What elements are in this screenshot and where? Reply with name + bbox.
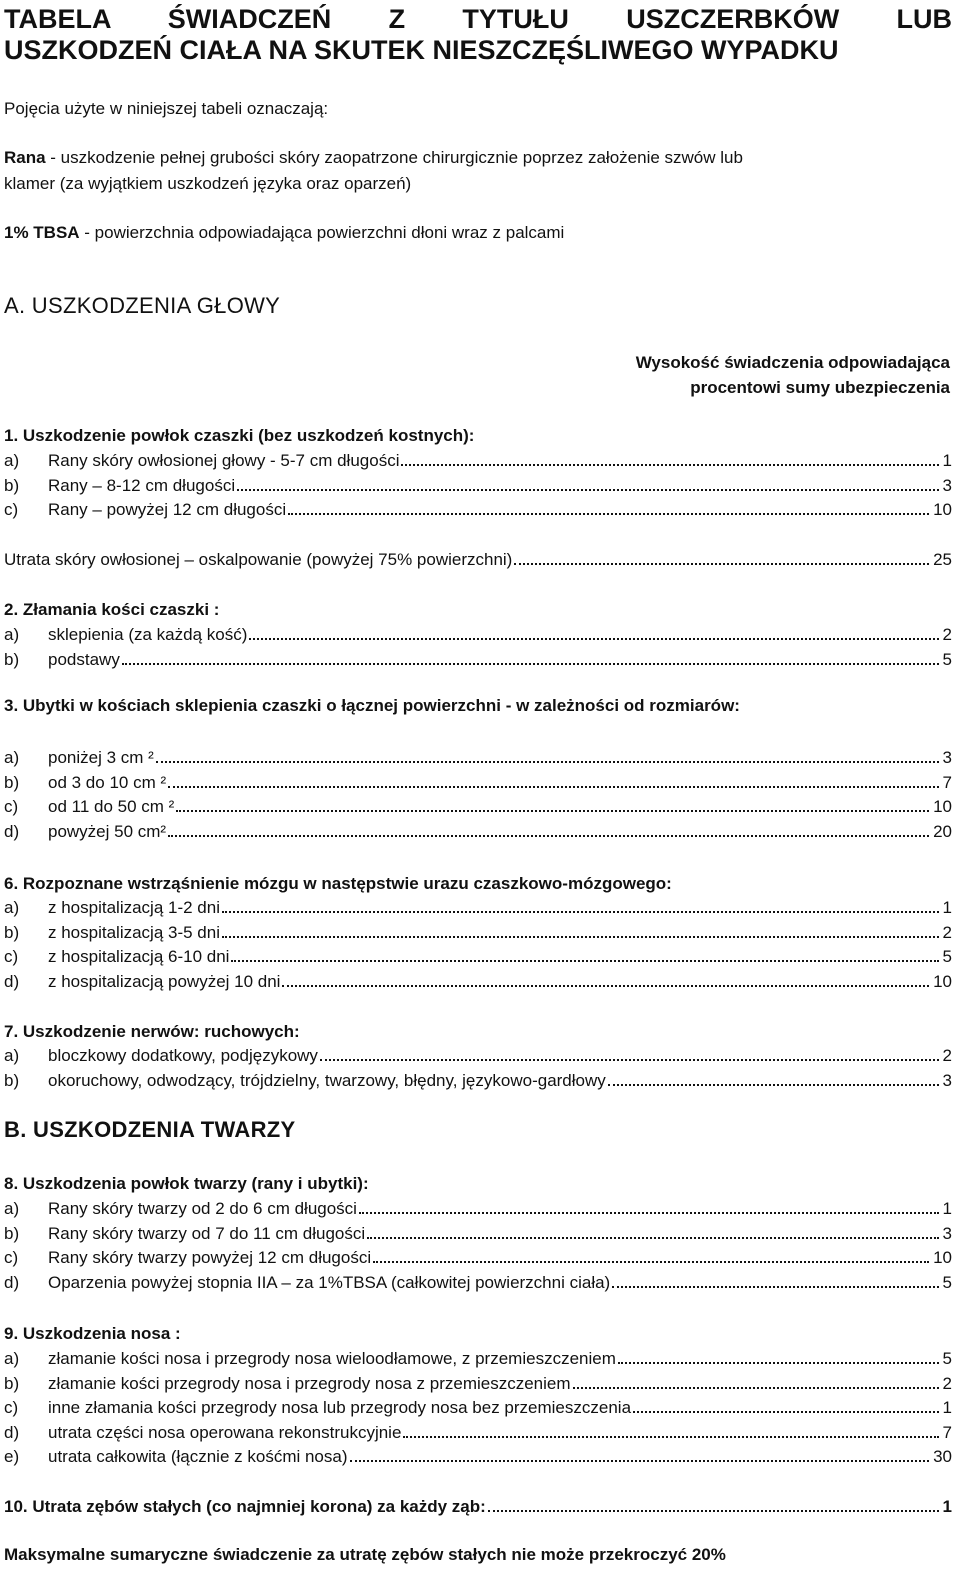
item-label: d)	[4, 821, 20, 841]
item-text: Oparzenia powyżej stopnia IIA – za 1%TBSA (całkowitej powierzchni ciała)	[48, 1272, 611, 1292]
leader-dots	[231, 959, 938, 962]
item-value: 10	[933, 500, 952, 519]
leader-dots	[249, 637, 938, 640]
list-item	[4, 447, 952, 471]
item-value: 5	[942, 649, 952, 669]
leader-dots	[122, 662, 939, 665]
section-b-heading: B. USZKODZENIA TWARZY	[4, 1117, 296, 1142]
definition-rana-cont: klamer (za wyjątkiem uszkodzeń języka oraz oparzeń)	[4, 174, 412, 193]
title-line-2: USZKODZEŃ CIAŁA NA SKUTEK NIESZCZĘŚLIWEGO WYPADKU	[4, 35, 839, 65]
item-text: złamanie kości nosa i przegrody nosa wieloodłamowe, z przemieszczeniem	[48, 1349, 616, 1368]
item-text: z hospitalizacją 1-2 dni	[48, 898, 220, 917]
item-value: 10	[933, 797, 952, 816]
item-text: Rany skóry twarzy od 7 do 11 cm długości	[48, 1223, 366, 1243]
item-value: 5	[942, 947, 952, 966]
item-value: 2	[942, 1046, 952, 1065]
list-item	[4, 1244, 952, 1268]
item-value: 10	[933, 1248, 952, 1267]
definition-tbsa	[4, 223, 564, 243]
group-heading: 2. Złamania kości czaszki :	[4, 600, 220, 619]
list-item	[4, 1345, 952, 1369]
item-label: c)	[4, 947, 19, 966]
item-text: okoruchowy, odwodzący, trójdzielny, twarzowy, błędny, językowo-gardłowy	[48, 1070, 606, 1090]
item-value: 3	[942, 475, 952, 495]
section-a-heading: A. USZKODZENIA GŁOWY	[4, 293, 281, 318]
item-label: b)	[4, 1223, 20, 1243]
item-label: d)	[4, 1272, 20, 1292]
group-heading: 1. Uszkodzenie powłok czaszki (bez uszkodzeń kostnych):	[4, 426, 475, 445]
list-item	[4, 1220, 952, 1244]
item-value: 20	[933, 821, 952, 841]
list-item	[4, 546, 952, 570]
footer-note: Maksymalne sumaryczne świadczenie za utratę zębów stałych nie może przekroczyć 20%	[4, 1545, 726, 1564]
item-text: utrata części nosa operowana rekonstrukcyjnie	[48, 1422, 402, 1442]
leader-dots	[367, 1236, 938, 1239]
item-text: Rany – 8-12 cm długości	[48, 475, 236, 495]
item-text: powyżej 50 cm²	[48, 821, 167, 841]
document-title	[4, 4, 952, 66]
item-value: 25	[933, 550, 952, 569]
item-value: 7	[942, 1422, 952, 1442]
item-label: a)	[4, 625, 20, 644]
item-value: 10	[933, 971, 952, 991]
leader-dots	[237, 488, 938, 491]
item-value: 1	[942, 1497, 952, 1516]
item-text: Rany skóry twarzy powyżej 12 cm długości	[48, 1248, 372, 1267]
item-label: b)	[4, 475, 20, 495]
list-item	[4, 472, 952, 496]
list-item	[4, 894, 952, 918]
leader-dots	[403, 1435, 938, 1438]
item-value: 3	[942, 1070, 952, 1090]
list-item	[4, 919, 952, 943]
item-text: Utrata skóry owłosionej – oskalpowanie (powyżej 75% powierzchni)	[4, 550, 513, 569]
item-label: b)	[4, 1373, 20, 1393]
leader-dots	[514, 562, 929, 565]
item-label: b)	[4, 772, 20, 792]
item-label: c)	[4, 500, 19, 519]
item-text: 10. Utrata zębów stałych (co najmniej korona) za każdy ząb:	[4, 1497, 486, 1516]
leader-dots	[350, 1459, 930, 1462]
item-value: 5	[942, 1349, 952, 1368]
item-text: od 3 do 10 cm ²	[48, 772, 167, 792]
item-value: 5	[942, 1272, 952, 1292]
item-text: bloczkowy dodatkowy, podjęzykowy	[48, 1046, 318, 1065]
intro-text: Pojęcia użyte w niniejszej tabeli oznaczają:	[4, 99, 329, 118]
item-label: d)	[4, 971, 20, 991]
item-value: 30	[933, 1447, 952, 1466]
list-item	[4, 1443, 952, 1467]
item-value: 1	[942, 898, 952, 917]
item-label: a)	[4, 1046, 20, 1065]
item-label: a)	[4, 1199, 20, 1218]
leader-dots	[282, 984, 929, 987]
list-item	[4, 1419, 952, 1443]
item-value: 1	[942, 1199, 952, 1218]
definition-text: - uszkodzenie pełnej grubości skóry zaopatrzone chirurgicznie poprzez założenie szwów lub	[45, 148, 743, 167]
definition-text: - powierzchnia odpowiadająca powierzchni dłoni wraz z palcami	[79, 223, 565, 242]
list-item	[4, 1067, 952, 1091]
list-item	[4, 621, 952, 645]
group-heading: 9. Uszkodzenia nosa :	[4, 1324, 181, 1343]
leader-dots	[612, 1285, 938, 1288]
leader-dots	[359, 1211, 939, 1214]
group-heading: 6. Rozpoznane wstrząśnienie mózgu w następstwie urazu czaszkowo-mózgowego:	[4, 874, 672, 893]
list-item	[4, 793, 952, 817]
leader-dots	[156, 760, 939, 763]
leader-dots	[176, 809, 929, 812]
item-label: a)	[4, 748, 20, 767]
item-text: utrata całkowita (łącznie z kośćmi nosa)	[48, 1447, 348, 1466]
item-value: 2	[942, 1373, 952, 1393]
item-value: 3	[942, 1223, 952, 1243]
leader-dots	[288, 512, 929, 515]
item-value: 3	[942, 748, 952, 767]
leader-dots	[488, 1509, 939, 1512]
item-label: b)	[4, 1070, 20, 1090]
item-text: z hospitalizacją powyżej 10 dni	[48, 971, 281, 991]
item-label: b)	[4, 922, 20, 942]
leader-dots	[222, 910, 939, 913]
column-header	[636, 350, 950, 400]
item-text: poniżej 3 cm ²	[48, 748, 154, 767]
list-item	[4, 496, 952, 520]
item-label: b)	[4, 649, 20, 669]
list-item	[4, 1370, 952, 1394]
column-header-line-2: procentowi sumy ubezpieczenia	[690, 378, 950, 397]
item-text: Rany skóry twarzy od 2 do 6 cm długości	[48, 1199, 357, 1218]
leader-dots	[618, 1361, 939, 1364]
item-label: e)	[4, 1447, 20, 1466]
item-value: 2	[942, 922, 952, 942]
item-text: z hospitalizacją 3-5 dni	[48, 922, 220, 942]
leader-dots	[168, 834, 929, 837]
item-value: 7	[942, 772, 952, 792]
item-text: sklepienia (za każdą kość)	[48, 625, 248, 644]
item-value: 2	[942, 625, 952, 644]
title-line-1: TABELA ŚWIADCZEŃ Z TYTUŁU USZCZERBKÓW LUB	[4, 4, 952, 34]
item-value: 1	[942, 1398, 952, 1417]
item-text: podstawy	[48, 649, 120, 669]
definition-rana	[4, 148, 743, 168]
item-10-row	[4, 1493, 952, 1517]
list-item	[4, 1195, 952, 1219]
list-item	[4, 968, 952, 992]
group-heading: 8. Uszkodzenia powłok twarzy (rany i ubytki):	[4, 1174, 369, 1193]
item-label: c)	[4, 797, 19, 816]
leader-dots	[573, 1386, 939, 1389]
leader-dots	[373, 1260, 929, 1263]
leader-dots	[320, 1058, 939, 1061]
list-item	[4, 646, 952, 670]
definition-term: Rana	[4, 148, 46, 167]
list-item	[4, 1042, 952, 1066]
item-label: a)	[4, 451, 20, 470]
item-label: d)	[4, 1422, 20, 1442]
list-item	[4, 818, 952, 842]
item-label: a)	[4, 898, 20, 917]
item-text: złamanie kości przegrody nosa i przegrody nosa z przemieszczeniem	[48, 1373, 571, 1393]
leader-dots	[401, 463, 938, 466]
leader-dots	[633, 1410, 939, 1413]
group-heading: 7. Uszkodzenie nerwów: ruchowych:	[4, 1022, 300, 1041]
item-text: od 11 do 50 cm ²	[48, 797, 175, 816]
column-header-line-1: Wysokość świadczenia odpowiadająca	[635, 353, 950, 372]
item-label: a)	[4, 1349, 20, 1368]
list-item	[4, 769, 952, 793]
leader-dots	[222, 935, 939, 938]
item-text: z hospitalizacją 6-10 dni	[48, 947, 230, 966]
list-item	[4, 744, 952, 768]
item-value: 1	[942, 451, 952, 470]
list-item	[4, 1394, 952, 1418]
item-label: c)	[4, 1398, 19, 1417]
list-item	[4, 943, 952, 967]
item-text: Rany – powyżej 12 cm długości	[48, 500, 287, 519]
definition-term: 1% TBSA	[4, 223, 80, 242]
list-item	[4, 1269, 952, 1293]
group-heading: 3. Ubytki w kościach sklepienia czaszki o łącznej powierzchni - w zależności od rozmiarów:	[4, 696, 740, 715]
item-text: Rany skóry owłosionej głowy - 5-7 cm długości	[48, 451, 400, 470]
leader-dots	[608, 1083, 939, 1086]
item-text: inne złamania kości przegrody nosa lub przegrody nosa bez przemieszczenia	[48, 1398, 632, 1417]
leader-dots	[168, 785, 938, 788]
item-label: c)	[4, 1248, 19, 1267]
